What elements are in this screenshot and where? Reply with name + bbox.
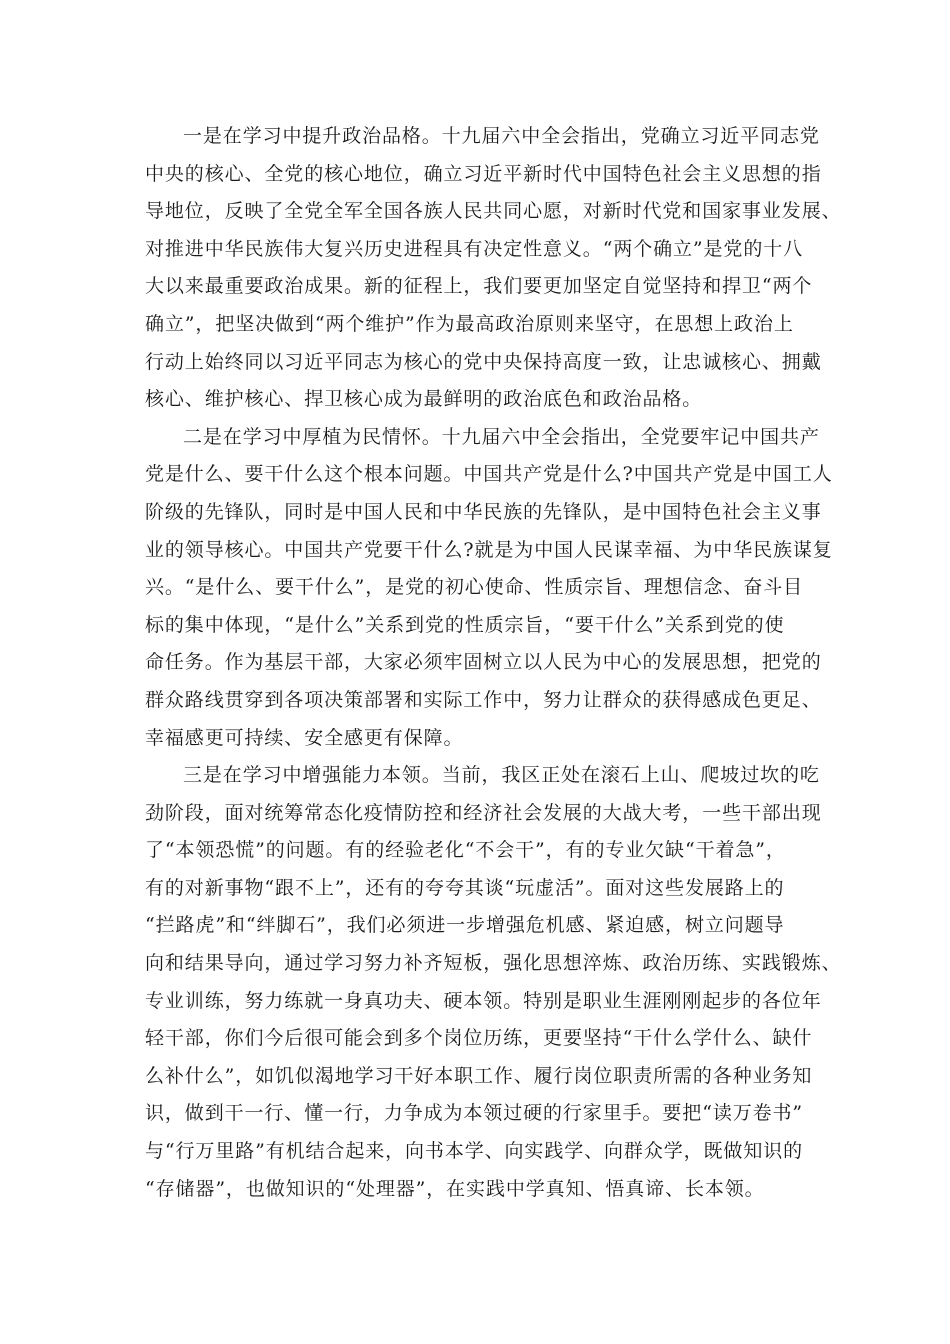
text-line: 导地位，反映了全党全军全国各族人民共同心愿，对新时代党和国家事业发展、 xyxy=(145,200,842,223)
text-line: 命任务。作为基层干部，大家必须牢固树立以人民为中心的发展思想，把党的 xyxy=(145,651,822,674)
text-line: 一是在学习中提升政治品格。十九届六中全会指出，党确立习近平同志党 xyxy=(183,125,820,147)
text-line: 群众路线贯穿到各项决策部署和实际工作中，努力让群众的获得感成色更足、 xyxy=(145,688,822,711)
text-line: 向和结果导向，通过学习努力补齐短板，强化思想淬炼、政治历练、实践锻炼、 xyxy=(145,952,842,975)
text-line: 对推进中华民族伟大复兴历史进程具有决定性意义。“两个确立”是党的十八 xyxy=(145,237,804,260)
text-line: 有的对新事物“跟不上”，还有的夸夸其谈“玩虚活”。面对这些发展路上的 xyxy=(145,876,785,899)
text-line: 核心、维护核心、捍卫核心成为最鲜明的政治底色和政治品格。 xyxy=(145,388,703,411)
text-line: 专业训练，努力练就一身真功夫、硬本领。特别是职业生涯刚刚起步的各位年 xyxy=(145,989,822,1012)
text-line: 了“本领恐慌”的问题。有的经验老化“不会干”，有的专业欠缺“干着急”， xyxy=(145,839,786,862)
text-line: 业的领导核心。中国共产党要干什么?就是为中国人民谋幸福、为中华民族谋复 xyxy=(145,538,833,561)
paragraph-people-sentiment xyxy=(145,419,833,757)
text-line: 标的集中体现，“是什么”关系到党的性质宗旨，“要干什么”关系到党的使 xyxy=(145,613,785,636)
paragraph-ability-skills xyxy=(145,757,842,1208)
text-line: “拦路虎”和“绊脚石”，我们必须进一步增强危机感、紧迫感，树立问题导 xyxy=(145,914,785,937)
text-line: 确立”，把坚决做到“两个维护”作为最高政治原则来坚守，在思想上政治上 xyxy=(145,312,794,335)
text-line: 大以来最重要政治成果。新的征程上，我们要更加坚定自觉坚持和捍卫“两个 xyxy=(145,275,813,298)
text-line: 与“行万里路”有机结合起来，向书本学、向实践学、向群众学，既做知识的 xyxy=(145,1140,804,1163)
text-line: 兴。“是什么、要干什么”，是党的初心使命、性质宗旨、理想信念、奋斗目 xyxy=(145,576,804,599)
text-line: 中央的核心、全党的核心地位，确立习近平新时代中国特色社会主义思想的指 xyxy=(145,162,822,185)
text-line: 阶级的先锋队，同时是中国人民和中华民族的先锋队，是中国特色社会主义事 xyxy=(145,500,822,523)
text-line: 幸福感更可持续、安全感更有保障。 xyxy=(145,726,464,749)
paragraph-political-character xyxy=(145,118,842,419)
text-line: 么补什么”，如饥似渴地学习干好本职工作、履行岗位职责所需的各种业务知 xyxy=(145,1064,813,1087)
text-line: 识，做到干一行、懂一行，力争成为本领过硬的行家里手。要把“读万卷书” xyxy=(145,1102,804,1125)
text-line: 二是在学习中厚植为民情怀。十九届六中全会指出，全党要牢记中国共产 xyxy=(183,425,820,448)
text-line: 劲阶段，面对统筹常态化疫情防控和经济社会发展的大战大考，一些干部出现 xyxy=(145,801,822,824)
text-line: 党是什么、要干什么这个根本问题。中国共产党是什么?中国共产党是中国工人 xyxy=(145,463,833,486)
text-line: “存储器”，也做知识的“处理器”，在实践中学真知、悟真谛、长本领。 xyxy=(145,1177,765,1200)
text-line: 轻干部，你们今后很可能会到多个岗位历练，更要坚持“干什么学什么、缺什 xyxy=(145,1027,813,1050)
text-line: 三是在学习中增强能力本领。当前，我区正处在滚石上山、爬坡过坎的吃 xyxy=(183,764,820,787)
document-body xyxy=(145,118,842,1208)
text-line: 行动上始终同以习近平同志为核心的党中央保持高度一致，让忠诚核心、拥戴 xyxy=(145,350,822,373)
